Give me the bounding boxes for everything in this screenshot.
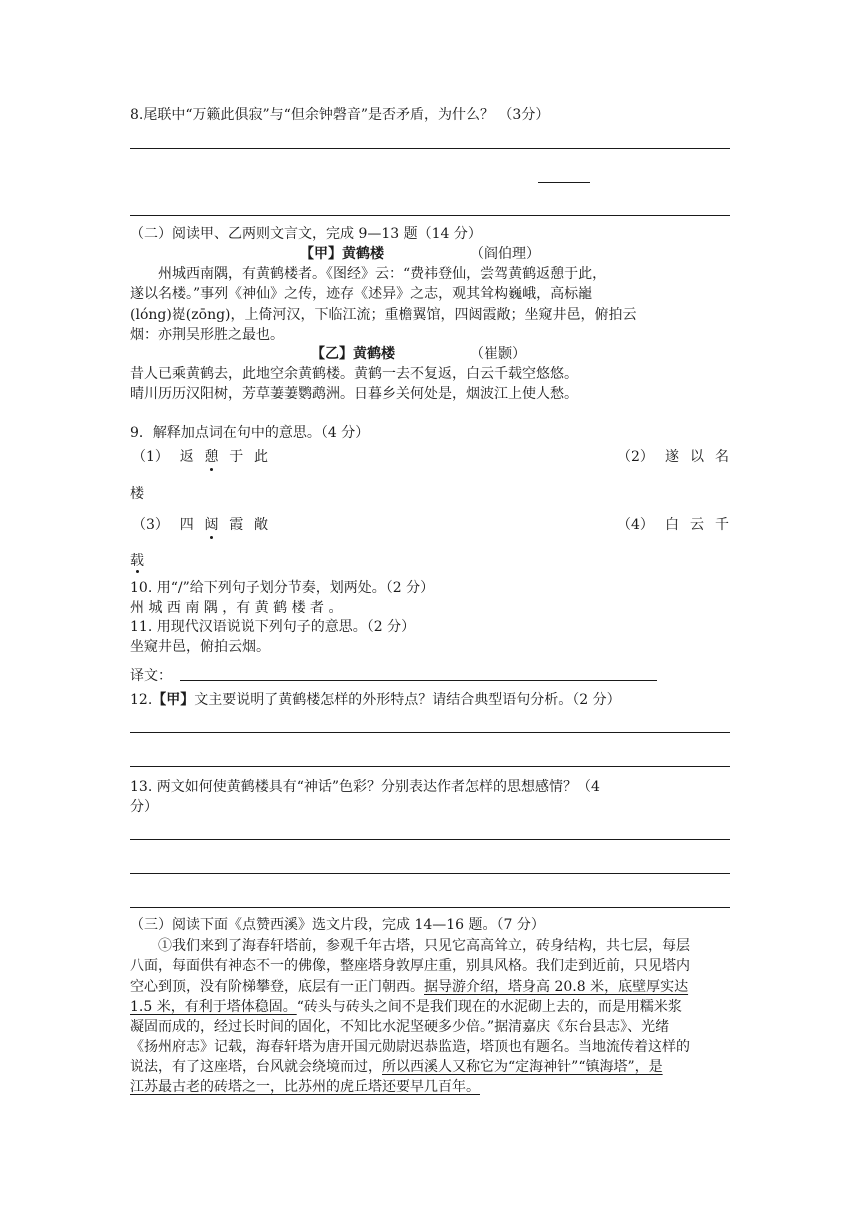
passage-paragraph-line: 说法，有了这座塔，台风就会绕境而过，所以西溪人又称它为“定海神针”“镇海塔”，是 bbox=[130, 1059, 663, 1075]
passage-jia-line: 州城西南隅，有黄鹤楼者。《图经》云：“费祎登仙，尝驾黄鹤返憩于此， bbox=[158, 266, 607, 282]
answer-line-short bbox=[538, 182, 590, 183]
q11-answer-label: 译文： bbox=[130, 668, 172, 684]
dotted-char: 憩 bbox=[204, 449, 219, 465]
section-3-intro: （三）阅读下面《点赞西溪》选文片段，完成 14—16 题。（7 分） bbox=[130, 917, 545, 933]
question-13-line-2: 分） bbox=[130, 799, 158, 815]
passage-jia-line: 烟：亦荆吴形胜之最也。 bbox=[130, 327, 284, 343]
q9-item-4: （4） 白 云 千 bbox=[617, 517, 729, 533]
answer-line bbox=[180, 680, 657, 681]
underlined-sentence: 1.5 米，有利于塔体稳固。 bbox=[130, 999, 297, 1015]
answer-line bbox=[130, 873, 730, 874]
passage-yi-line: 晴川历历汉阳树，芳草萋萋鹦鹉洲。日暮乡关何处是，烟波江上使人愁。 bbox=[130, 386, 578, 402]
passage-paragraph-line: 八面，每面供有神态不一的佛像，整座塔身敦厚庄重，别具风格。我们走到近前，只见塔内 bbox=[130, 958, 690, 974]
passage-yi-title: 【乙】黄鹤楼 bbox=[311, 346, 395, 362]
dotted-char: 载 bbox=[130, 553, 144, 569]
q9-item-1: （1） 返 憩 于 此 bbox=[132, 449, 268, 465]
passage-paragraph-line: 空心到顶，没有阶梯攀登，底层有一正门朝西。据导游介绍，塔身高 20.8 米，底壁厚实达 bbox=[130, 979, 689, 995]
passage-yi-author: （崔颢） bbox=[470, 346, 526, 362]
passage-paragraph-line: 《扬州府志》记载，海春轩塔为唐开国元勋尉迟恭监造，塔顶也有题名。当地流传着这样的 bbox=[130, 1039, 690, 1055]
passage-paragraph-line: 凝固而成的，经过长时间的固化，不知比水泥坚硬多少倍。”据清嘉庆《东台县志》、光绪 bbox=[130, 1019, 670, 1035]
section-2-intro: （二）阅读甲、乙两则文言文，完成 9—13 题（14 分） bbox=[130, 226, 482, 242]
passage-paragraph-line: ①我们来到了海春轩塔前，参观千年古塔，只见它高高耸立，砖身结构，共七层，每层 bbox=[158, 938, 690, 954]
passage-paragraph-line: 1.5 米，有利于塔体稳固。“砖头与砖头之间不是我们现在的水泥砌上去的，而是用糯米浆 bbox=[130, 999, 682, 1015]
answer-line bbox=[130, 148, 730, 149]
passage-jia-author: （阎伯理） bbox=[470, 246, 540, 262]
q11-sentence: 坐窥井邑，俯拍云烟。 bbox=[130, 639, 270, 655]
underlined-sentence: 据导游介绍，塔身高 20.8 米，底壁厚实达 bbox=[424, 979, 689, 995]
question-11: 11. 用现代汉语说说下列句子的意思。（2 分） bbox=[130, 619, 416, 635]
dotted-char: 闼 bbox=[204, 517, 219, 533]
q9-item-2-wrap: 楼 bbox=[130, 486, 144, 502]
passage-jia-line: (lóng)嵸(zōng)，上倚河汉，下临江流；重檐翼馆，四闼霞敞；坐窥井邑，俯拍云 bbox=[130, 307, 637, 323]
question-10: 10. 用“/”给下列句子划分节奏，划两处。（2 分） bbox=[130, 580, 435, 596]
passage-yi-line: 昔人已乘黄鹤去，此地空余黄鹤楼。黄鹤一去不复返，白云千载空悠悠。 bbox=[130, 366, 578, 382]
answer-line bbox=[130, 732, 730, 733]
underlined-sentence: 江苏最古老的砖塔之一，比苏州的虎丘塔还要早几百年。 bbox=[130, 1079, 480, 1095]
q10-sentence: 州 城 西 南 隅 ，有 黄 鹤 楼 者 。 bbox=[130, 600, 343, 616]
underlined-sentence: 所以西溪人又称它为“定海神针”“镇海塔”，是 bbox=[382, 1059, 663, 1075]
question-9: 9．解释加点词在句中的意思。（4 分） bbox=[130, 425, 370, 441]
answer-line bbox=[130, 907, 730, 908]
question-13-line-1: 13. 两文如何使黄鹤楼具有“神话”色彩？分别表达作者怎样的思想感情？（4 bbox=[130, 779, 600, 795]
passage-jia-title: 【甲】黄鹤楼 bbox=[300, 246, 384, 262]
answer-line bbox=[130, 839, 730, 840]
q9-item-3: （3） 四 闼 霞 敞 bbox=[132, 517, 268, 533]
answer-line bbox=[130, 766, 730, 767]
q9-item-4-wrap bbox=[130, 551, 144, 571]
question-8: 8.尾联中“万籁此俱寂”与“但余钟磬音”是否矛盾，为什么？ （3分） bbox=[130, 107, 550, 123]
answer-line bbox=[130, 215, 730, 216]
question-12: 12.【甲】文主要说明了黄鹤楼怎样的外形特点？请结合典型语句分析。（2 分） bbox=[130, 692, 621, 708]
q9-item-2: （2） 遂 以 名 bbox=[617, 449, 729, 465]
passage-jia-line: 遂以名楼。”事列《神仙》之传，迹存《述异》之志，观其耸构巍峨，高标巃 bbox=[130, 286, 593, 302]
